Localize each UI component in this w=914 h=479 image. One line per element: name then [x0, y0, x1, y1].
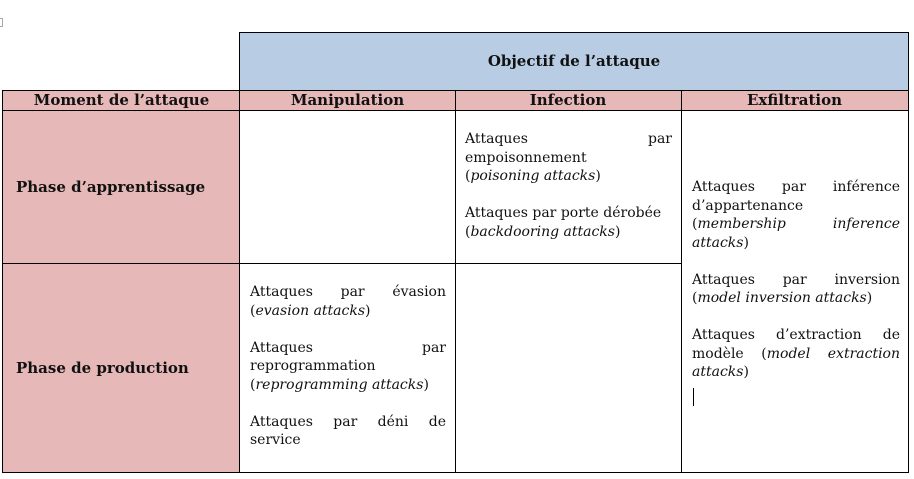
evasion-attacks-text: Attaques par évasion (evasion attacks)	[250, 284, 446, 319]
table-anchor-icon	[0, 18, 3, 27]
deni-service-attacks-text: Attaques par déni de service	[250, 413, 446, 448]
text-cursor	[693, 388, 694, 406]
cell-infection-apprentissage	[455, 110, 681, 264]
row-label-production: Phase de production	[16, 359, 189, 377]
header-infection-cell	[455, 90, 681, 110]
cell-exfiltration-merged	[681, 110, 908, 473]
header-manipulation-cell	[240, 90, 455, 110]
row-head-production	[3, 264, 240, 473]
reprogramming-attacks-text: Attaques par reprogrammation (reprogramming attacks)	[250, 339, 446, 393]
membership-inference-text: Attaques par inférence d’appartenance (membership inference attacks)	[692, 179, 900, 251]
header-moment-cell	[3, 90, 240, 110]
backdooring-attacks-text: Attaques par porte dérobée (backdooring attacks)	[465, 205, 662, 240]
border-v-right	[908, 32, 909, 473]
border-v-239	[239, 32, 240, 473]
poisoning-attacks-text: Attaques par empoisonnement (poisoning attacks)	[465, 131, 672, 184]
cell-infection-production	[455, 264, 681, 473]
header-objective-label: Objectif de l’attaque	[487, 52, 661, 70]
border-top-header	[239, 32, 909, 33]
border-v-681	[681, 90, 682, 473]
cell-manipulation-production	[240, 264, 455, 473]
header-moment-label: Moment de l’attaque	[33, 91, 210, 109]
header-exfiltration-cell	[681, 90, 908, 110]
model-extraction-text: Attaques d’extraction de modèle (model extraction attacks)	[692, 327, 901, 380]
header-exfiltration-label: Exfiltration	[746, 91, 843, 109]
row-label-apprentissage: Phase d’apprentissage	[16, 178, 206, 196]
row-head-apprentissage	[3, 110, 240, 264]
header-infection-label: Infection	[529, 91, 607, 109]
border-h-264	[2, 263, 681, 264]
model-inversion-text: Attaques par inversion (model inversion attacks)	[692, 271, 900, 306]
header-objective-cell	[240, 33, 908, 90]
cell-manipulation-apprentissage	[240, 110, 455, 264]
header-manipulation-label: Manipulation	[290, 91, 405, 109]
border-v-455	[455, 90, 456, 473]
border-v-left	[2, 90, 3, 473]
